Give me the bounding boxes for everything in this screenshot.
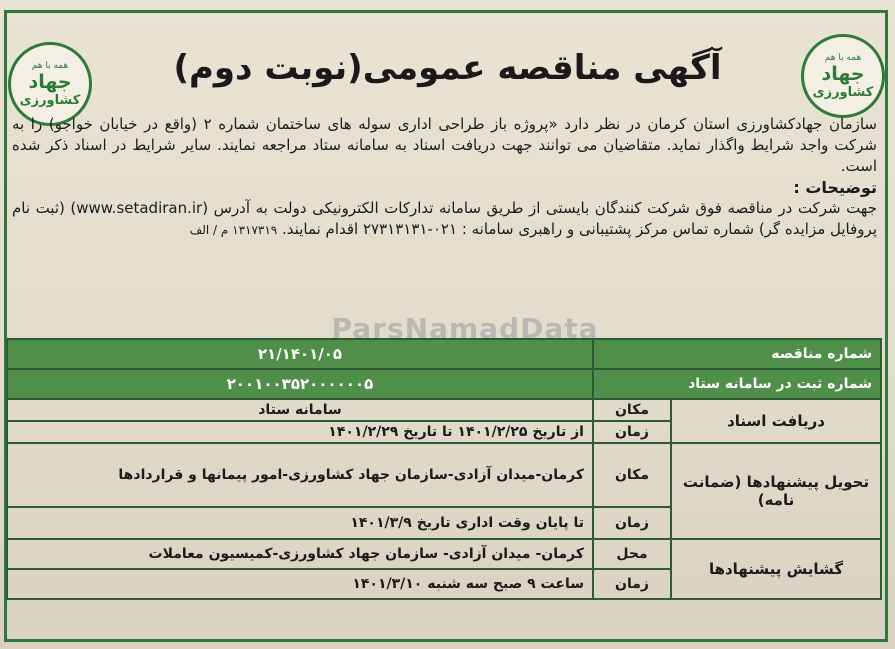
jahad-logo-right: همه با هم جهاد کشاورزی [801, 34, 885, 118]
open-place-row [7, 539, 881, 569]
notes-paragraph [12, 198, 877, 241]
submit-place-value: کرمان-میدان آزادی-سازمان جهاد کشاورزی-امور پیمانها و قراردادها [7, 443, 593, 507]
tender-number-label: شماره مناقصه [593, 339, 881, 369]
tender-table [6, 338, 882, 600]
setad-reg-value: ۲۰۰۱۰۰۳۵۲۰۰۰۰۰۰۵ [7, 369, 593, 399]
open-place-label: محل [593, 539, 671, 569]
intro-paragraph: سازمان جهادکشاورزی استان کرمان در نظر دارد «پروژه باز طراحی اداری سوله های ساختمان شماره ۲ (واقع در خیابان خواجو) را به شرکت واجد شرایط واگذار نماید. متقاضیان می توانند جهت دریافت اسناد به سامانه ستاد مراجعه نمایند. سایر شرایط در اسناد ذکر شده است. [12, 115, 877, 175]
open-time-label: زمان [593, 569, 671, 599]
open-time-value: ساعت ۹ صبح سه شنبه ۱۴۰۱/۳/۱۰ [7, 569, 593, 599]
open-place-value: کرمان- میدان آزادی- سازمان جهاد کشاورزی-کمیسیون معاملات [7, 539, 593, 569]
docs-time-label: زمان [593, 421, 671, 443]
reference-number: ۱۳۱۷۳۱۹ م / الف [189, 223, 278, 237]
watermark: ParsNamadData [331, 312, 599, 345]
docs-place-value: سامانه ستاد [7, 399, 593, 421]
submit-place-label: مکان [593, 443, 671, 507]
setad-reg-row [7, 369, 881, 399]
open-label: گشایش پیشنهادها [671, 539, 881, 599]
jahad-logo-left: همه با هم جهاد کشاورزی [8, 42, 92, 126]
ad-body [12, 114, 877, 241]
submit-time-value: تا پایان وقت اداری تاریخ ۱۴۰۱/۳/۹ [7, 507, 593, 539]
setad-reg-label: شماره ثبت در سامانه ستاد [593, 369, 881, 399]
ad-title: آگهی مناقصه عمومی(نوبت دوم) [173, 48, 722, 88]
submit-time-label: زمان [593, 507, 671, 539]
docs-time-value: از تاریخ ۱۴۰۱/۲/۲۵ تا تاریخ ۱۴۰۱/۲/۲۹ [7, 421, 593, 443]
submit-label: تحویل پیشنهادها (ضمانت نامه) [671, 443, 881, 539]
docs-label: دریافت اسناد [671, 399, 881, 443]
docs-place-label: مکان [593, 399, 671, 421]
notes-text: جهت شرکت در مناقصه فوق شرکت کنندگان بایستی از طریق سامانه تدارکات الکترونیکی دولت به آدرس (www.setadiran.ir) (ثبت نام پروفایل مزایده گر) شماره تماس مرکز پشتیبانی و راهبری سامانه : ۰۲۱-۲۷۳۱۳۱۳۱ اقدام نمایند. [12, 199, 877, 238]
notes-title: توضیحات : [793, 178, 877, 197]
submit-place-row [7, 443, 881, 507]
docs-place-row [7, 399, 881, 421]
tender-number-value: ۲۱/۱۴۰۱/۰۵ [7, 339, 593, 369]
